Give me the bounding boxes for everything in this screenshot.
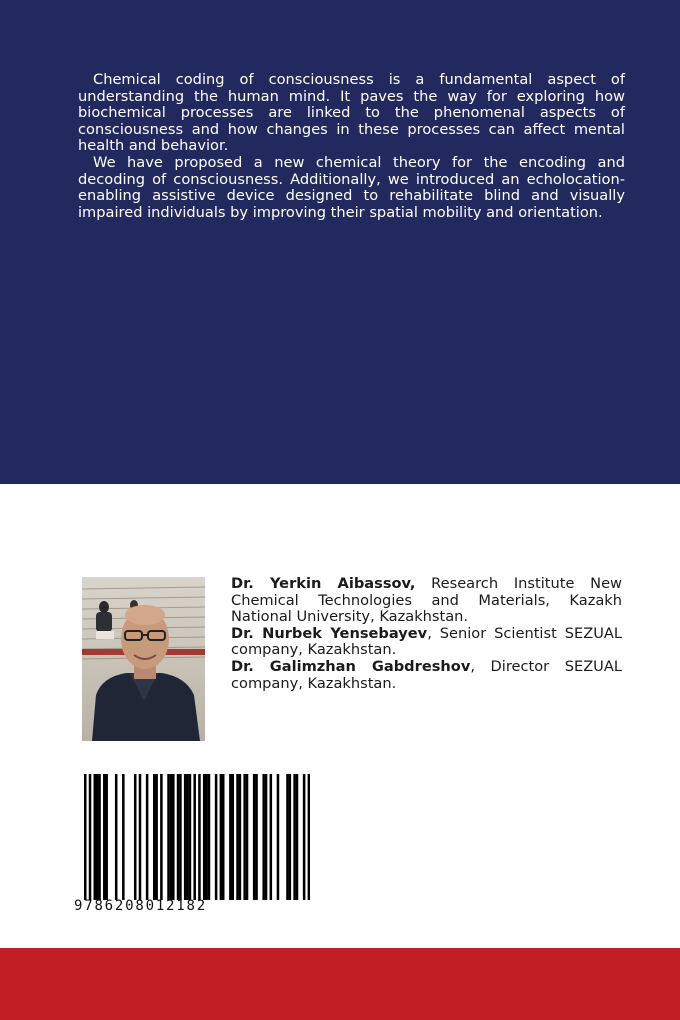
barcode-bar [193, 774, 196, 900]
author-name: Dr. Yerkin Aibassov, [231, 575, 416, 592]
barcode-bar [246, 774, 249, 900]
barcode-bar [303, 774, 306, 900]
barcode-bar [139, 774, 142, 900]
barcode-bar [262, 774, 265, 900]
barcode-bar [203, 774, 206, 900]
barcode-bar [277, 774, 280, 900]
barcode-bar [105, 774, 108, 900]
barcode-bar [84, 774, 87, 900]
barcode-bar [189, 774, 192, 900]
barcode-bar [220, 774, 223, 900]
barcode-bar [94, 774, 97, 900]
barcode-bars [84, 774, 310, 900]
barcode-bar [205, 774, 208, 900]
barcode-bar [289, 774, 292, 900]
cover-bottom-band [0, 948, 680, 1020]
barcode-bar [122, 774, 125, 900]
author-bios [231, 576, 622, 692]
author-photo [82, 577, 205, 741]
barcode-bar [208, 774, 211, 900]
barcode-bar [160, 774, 163, 900]
barcode-bar [229, 774, 232, 900]
barcode-bar [179, 774, 182, 900]
barcode-bar [98, 774, 101, 900]
barcode-bar [270, 774, 273, 900]
barcode-bar [134, 774, 137, 900]
author-entry [231, 576, 622, 626]
barcode-bar [96, 774, 99, 900]
barcode-bar [296, 774, 299, 900]
barcode-bar [265, 774, 268, 900]
book-description [78, 72, 625, 221]
author-name: Dr. Galimzhan Gabdreshov [231, 657, 471, 675]
barcode-bar [293, 774, 296, 900]
barcode-bar [231, 774, 234, 900]
author-affiliation: , Senior Scientist SEZUAL company, Kazakhstan. [231, 624, 622, 659]
barcode-bar [167, 774, 170, 900]
barcode-bar [146, 774, 149, 900]
isbn-barcode [74, 768, 314, 918]
description-paragraph-2: We have proposed a new chemical theory for the encoding and decoding of consciousness. Additionally, we introduced an echolocation-enabling assistive device designed to rehabilitate blind and visually impaired individuals by improving their spatial mobility and orientation. [78, 153, 625, 221]
barcode-bar [255, 774, 258, 900]
barcode-bar [253, 774, 256, 900]
author-name: Dr. Nurbek Yensebayev [231, 624, 428, 642]
barcode-bar [215, 774, 218, 900]
author-photo-image [82, 577, 205, 741]
barcode-bar [155, 774, 158, 900]
barcode-bar [222, 774, 225, 900]
barcode-bar [153, 774, 156, 900]
barcode-bar [184, 774, 187, 900]
barcode-bar [186, 774, 189, 900]
barcode-bar [177, 774, 180, 900]
author-affiliation: Research Institute New Chemical Technologies and Materials, Kazakh National University, Kazakhstan. [231, 575, 622, 626]
barcode-bar [286, 774, 289, 900]
author-entry [231, 626, 622, 659]
cover-top-panel [0, 0, 680, 484]
isbn-number: 9786208012182 [74, 898, 207, 914]
barcode-bar [103, 774, 106, 900]
barcode-bar [198, 774, 201, 900]
barcode-bar [89, 774, 92, 900]
author-entry [231, 659, 622, 692]
barcode-bar [243, 774, 246, 900]
barcode-bar [172, 774, 175, 900]
barcode-bar [170, 774, 173, 900]
barcode-bar [308, 774, 310, 900]
description-paragraph-1: Chemical coding of consciousness is a fundamental aspect of understanding the human mind. It paves the way for exploring how biochemical processes are linked to the phenomenal aspects of consciousness and how changes in these processes can affect mental health and behavior. [78, 71, 625, 155]
barcode-bar [239, 774, 242, 900]
barcode-bar [236, 774, 239, 900]
barcode-bar [115, 774, 118, 900]
author-affiliation: , Director SEZUAL company, Kazakhstan. [231, 657, 622, 692]
